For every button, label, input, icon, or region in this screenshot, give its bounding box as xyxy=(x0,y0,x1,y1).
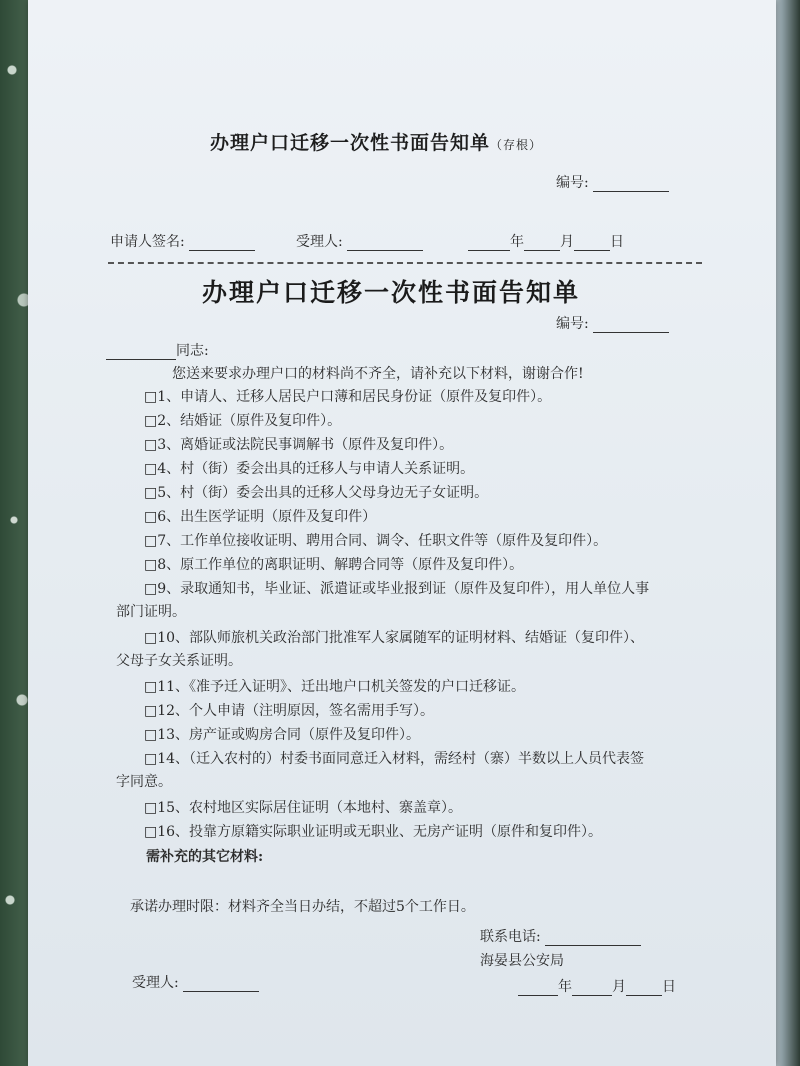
contact-phone xyxy=(480,926,641,946)
salutation-text: 同志: xyxy=(176,343,209,359)
main-serial-field[interactable] xyxy=(593,318,669,333)
main-receiver xyxy=(132,972,259,992)
stub-serial-label: 编号: xyxy=(556,175,589,191)
checklist-item[interactable]: □8、原工作单位的离职证明、解聘合同等（原件及复印件）。 xyxy=(144,557,524,573)
stub-serial-field[interactable] xyxy=(593,177,669,192)
phone-field[interactable] xyxy=(545,931,641,946)
checklist-item[interactable]: □16、投靠方原籍实际职业证明或无职业、无房产证明（原件和复印件）。 xyxy=(144,824,603,840)
other-materials-label: 需补充的其它材料: xyxy=(146,849,264,865)
main-title: 办理户口迁移一次性书面告知单 xyxy=(202,278,581,307)
main-year-field[interactable] xyxy=(518,981,558,996)
stub-receiver xyxy=(296,231,423,251)
main-month-label: 月 xyxy=(612,979,626,995)
stub-day-label: 日 xyxy=(610,234,624,250)
stub-title-note: （存根） xyxy=(490,138,543,152)
stub-day-field[interactable] xyxy=(574,236,610,251)
main-receiver-label: 受理人: xyxy=(132,975,179,991)
stub-serial xyxy=(556,172,669,192)
salutation xyxy=(106,340,209,360)
checklist-item[interactable]: □14、（迁入农村的）村委书面同意迁入材料，需经村（寨）半数以上人员代表签 xyxy=(144,751,645,767)
tear-line xyxy=(108,262,702,264)
checklist-item[interactable]: □1、申请人、迁移人居民户口薄和居民身份证（原件及复印件）。 xyxy=(144,389,552,405)
checklist-item[interactable]: □11、《准予迁入证明》、迁出地户口机关签发的户口迁移证。 xyxy=(144,679,526,695)
checklist-item[interactable]: □4、村（街）委会出具的迁移人与申请人关系证明。 xyxy=(144,461,475,477)
main-serial xyxy=(556,313,669,333)
checklist-item[interactable]: □9、录取通知书，毕业证、派遣证或毕业报到证（原件及复印件），用人单位人事 xyxy=(144,581,650,597)
stub-year-label: 年 xyxy=(510,234,524,250)
recipient-name-field[interactable] xyxy=(106,345,176,360)
main-serial-label: 编号: xyxy=(556,316,589,332)
checklist-item[interactable]: □7、工作单位接收证明、聘用合同、调令、任职文件等（原件及复印件）。 xyxy=(144,533,608,549)
main-year-label: 年 xyxy=(558,979,572,995)
stub-month-field[interactable] xyxy=(524,236,560,251)
checklist-item-continued: 部门证明。 xyxy=(116,604,186,620)
checklist-item-continued: 字同意。 xyxy=(116,774,172,790)
stub-title xyxy=(210,128,542,155)
checklist-item[interactable]: □13、房产证或购房合同（原件及复印件）。 xyxy=(144,727,421,743)
stub-date xyxy=(468,231,624,251)
checklist-item-continued: 父母子女关系证明。 xyxy=(116,653,242,669)
phone-label: 联系电话: xyxy=(480,929,541,945)
checklist-item[interactable]: □6、出生医学证明（原件及复印件） xyxy=(144,509,377,525)
paper-sheet xyxy=(28,0,776,1066)
checklist-item[interactable]: □15、农村地区实际居住证明（本地村、寨盖章）。 xyxy=(144,800,463,816)
checklist-item[interactable]: □2、结婚证（原件及复印件）。 xyxy=(144,413,342,429)
checklist-item[interactable]: □12、个人申请（注明原因，签名需用手写）。 xyxy=(144,703,435,719)
stub-title-text: 办理户口迁移一次性书面告知单 xyxy=(210,132,491,154)
main-day-field[interactable] xyxy=(626,981,662,996)
checklist-item[interactable]: □3、离婚证或法院民事调解书（原件及复印件）。 xyxy=(144,437,454,453)
stub-month-label: 月 xyxy=(560,234,574,250)
organization-name: 海晏县公安局 xyxy=(480,953,564,969)
promise-text: 承诺办理时限：材料齐全当日办结，不超过5个工作日。 xyxy=(130,899,475,915)
stub-receiver-label: 受理人: xyxy=(296,234,343,250)
stub-receiver-field[interactable] xyxy=(347,236,423,251)
main-date xyxy=(518,976,676,996)
stub-applicant-label: 申请人签名: xyxy=(110,234,185,250)
stub-applicant-field[interactable] xyxy=(189,236,255,251)
main-month-field[interactable] xyxy=(572,981,612,996)
stub-year-field[interactable] xyxy=(468,236,510,251)
checklist-item[interactable]: □5、村（街）委会出具的迁移人父母身边无子女证明。 xyxy=(144,485,489,501)
checklist-item[interactable]: □10、部队师旅机关政治部门批准军人家属随军的证明材料、结婚证（复印件）、 xyxy=(144,630,645,646)
intro-text: 您送来要求办理户口的材料尚不齐全，请补充以下材料，谢谢合作! xyxy=(172,366,584,382)
main-day-label: 日 xyxy=(662,979,676,995)
main-receiver-field[interactable] xyxy=(183,977,259,992)
stub-applicant xyxy=(110,231,255,251)
